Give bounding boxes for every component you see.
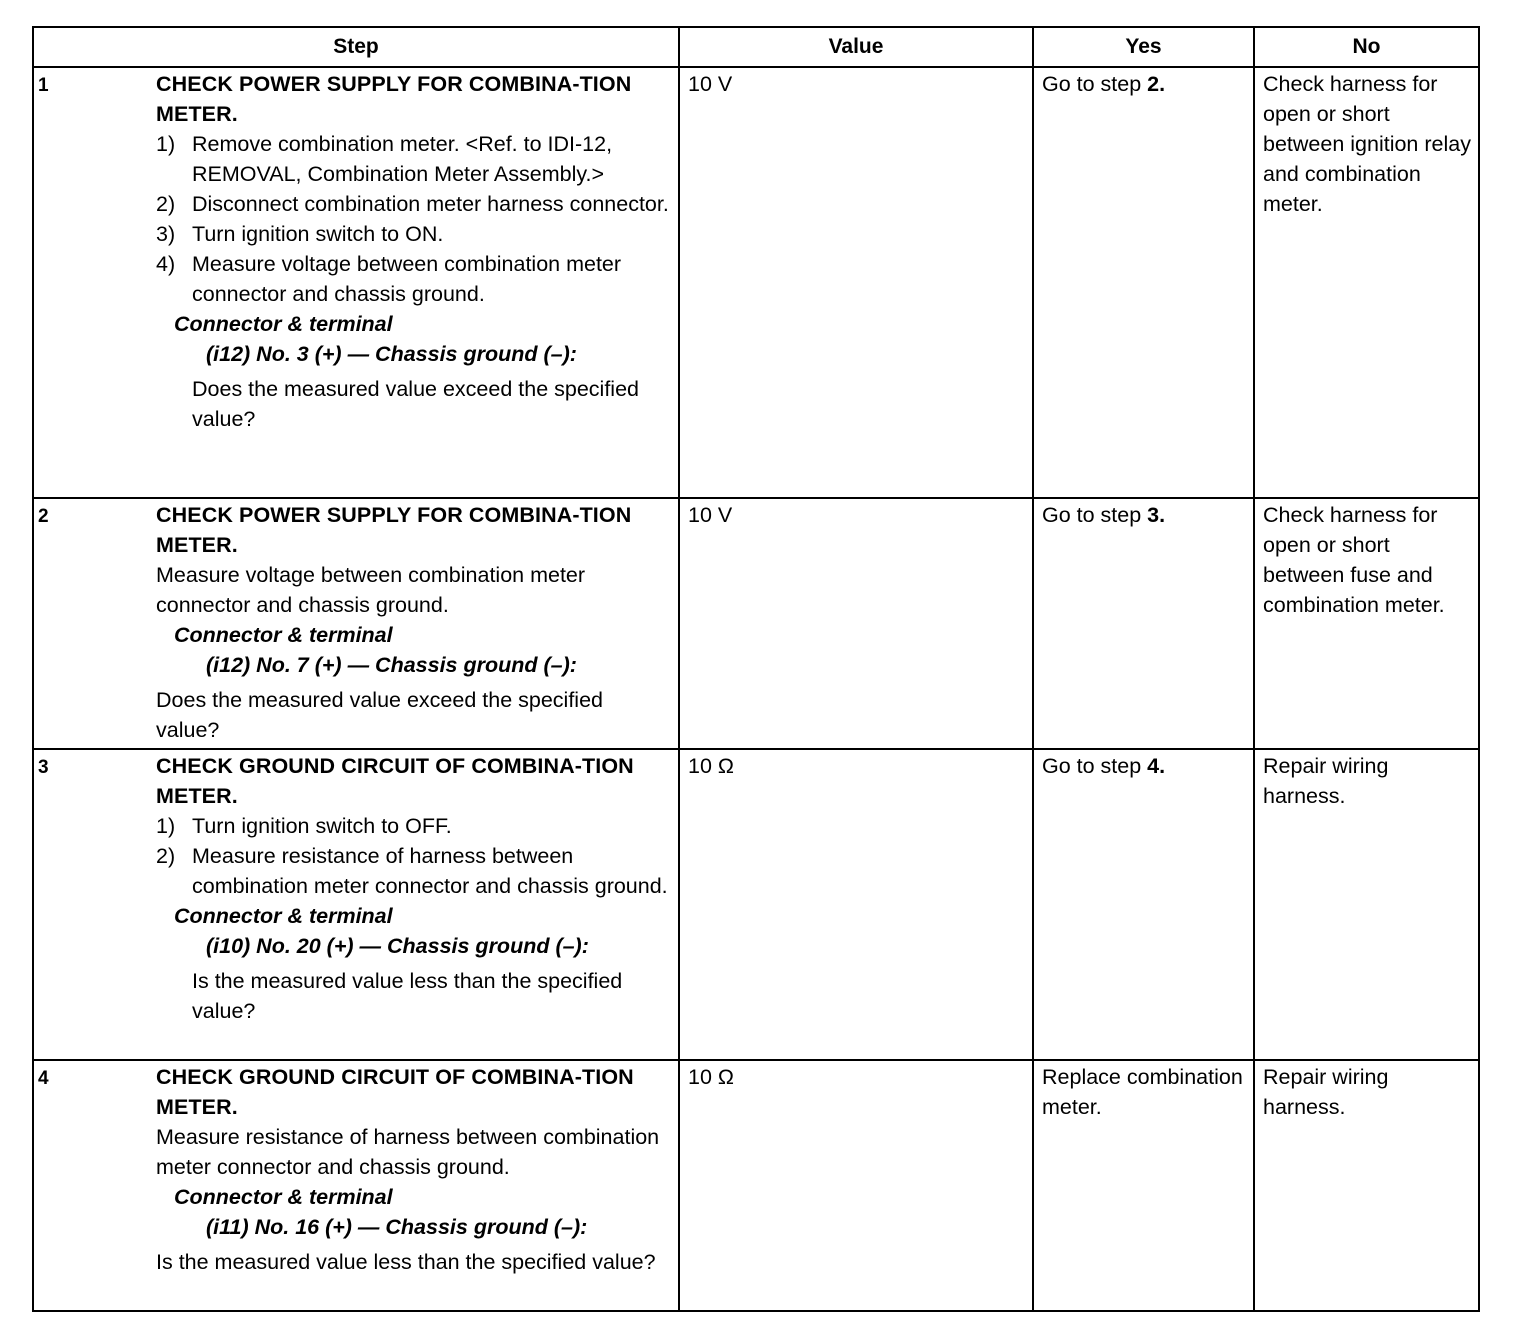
yes-text: Go to step: [1042, 72, 1148, 96]
list-item: 2) Measure resistance of harness between combination meter connector and chassis ground.: [156, 844, 668, 898]
table-row: [33, 1060, 1479, 1311]
step-number: 3: [38, 757, 49, 778]
step-title: CHECK POWER SUPPLY FOR COMBINA-TION METER.: [156, 503, 632, 557]
table-row: [33, 749, 1479, 1060]
value: 10 V: [688, 72, 733, 96]
step-cell: [33, 1060, 679, 1311]
no-text: Repair wiring harness.: [1263, 754, 1389, 808]
step-cell: [33, 498, 679, 749]
connector-label: Connector & terminal: [174, 904, 393, 928]
value-cell: [679, 498, 1033, 749]
value-cell: [679, 749, 1033, 1060]
connector-spec: (i10) No. 20 (+) — Chassis ground (–):: [206, 934, 589, 958]
yes-cell: [1033, 498, 1254, 749]
header-row: [33, 27, 1479, 67]
yes-text: Go to step: [1042, 754, 1148, 778]
no-cell: [1254, 498, 1479, 749]
step-number: 2: [38, 506, 49, 527]
procedure-list: [156, 811, 672, 901]
header-yes: Yes: [1033, 27, 1254, 67]
header-step: Step: [33, 27, 679, 67]
no-cell: [1254, 749, 1479, 1060]
step-title: CHECK GROUND CIRCUIT OF COMBINA-TION METER.: [156, 1065, 634, 1119]
table-row: [33, 67, 1479, 498]
connector-label: Connector & terminal: [174, 623, 393, 647]
no-text: Check harness for open or short between ignition relay and combination meter.: [1263, 72, 1471, 216]
step-number: 4: [38, 1068, 49, 1089]
question: Is the measured value less than the specified value?: [192, 969, 623, 1023]
list-item: 1) Remove combination meter. <Ref. to IDI-12, REMOVAL, Combination Meter Assembly.>: [156, 132, 613, 186]
value: 10 V: [688, 503, 733, 527]
question: Does the measured value exceed the specified value?: [156, 688, 603, 742]
list-item: 1) Turn ignition switch to OFF.: [156, 814, 452, 838]
no-text: Check harness for open or short between fuse and combination meter.: [1263, 503, 1445, 617]
connector-label: Connector & terminal: [174, 1185, 393, 1209]
step-title: CHECK POWER SUPPLY FOR COMBINA-TION METER.: [156, 72, 632, 126]
connector-spec: (i12) No. 3 (+) — Chassis ground (–):: [206, 342, 577, 366]
yes-step-ref: 2.: [1147, 72, 1166, 96]
connector-spec: (i11) No. 16 (+) — Chassis ground (–):: [206, 1215, 588, 1239]
question: Is the measured value less than the specified value?: [156, 1250, 656, 1274]
procedure-list: [156, 129, 672, 309]
value-cell: [679, 67, 1033, 498]
step-number: 1: [38, 75, 49, 96]
step-instruction: Measure resistance of harness between combination meter connector and chassis ground.: [156, 1125, 660, 1179]
step-title: CHECK GROUND CIRCUIT OF COMBINA-TION METER.: [156, 754, 634, 808]
yes-cell: [1033, 1060, 1254, 1311]
yes-cell: [1033, 749, 1254, 1060]
value: 10 Ω: [688, 754, 734, 778]
list-item: 2) Disconnect combination meter harness connector.: [156, 192, 669, 216]
question: Does the measured value exceed the specified value?: [192, 377, 639, 431]
connector-spec: (i12) No. 7 (+) — Chassis ground (–):: [206, 653, 577, 677]
header-value: Value: [679, 27, 1033, 67]
table-row: [33, 498, 1479, 749]
step-cell: [33, 67, 679, 498]
header-no: No: [1254, 27, 1479, 67]
yes-step-ref: 3.: [1147, 503, 1166, 527]
no-text: Repair wiring harness.: [1263, 1065, 1389, 1119]
yes-text: Replace combination meter.: [1042, 1065, 1243, 1119]
value-cell: [679, 1060, 1033, 1311]
step-cell: [33, 749, 679, 1060]
yes-cell: [1033, 67, 1254, 498]
list-item: 4) Measure voltage between combination meter connector and chassis ground.: [156, 252, 622, 306]
no-cell: [1254, 67, 1479, 498]
value: 10 Ω: [688, 1065, 734, 1089]
connector-label: Connector & terminal: [174, 312, 393, 336]
step-instruction: Measure voltage between combination meter connector and chassis ground.: [156, 563, 586, 617]
list-item: 3) Turn ignition switch to ON.: [156, 222, 444, 246]
yes-text: Go to step: [1042, 503, 1148, 527]
no-cell: [1254, 1060, 1479, 1311]
diagnosis-table: [32, 26, 1480, 1312]
yes-step-ref: 4.: [1147, 754, 1166, 778]
